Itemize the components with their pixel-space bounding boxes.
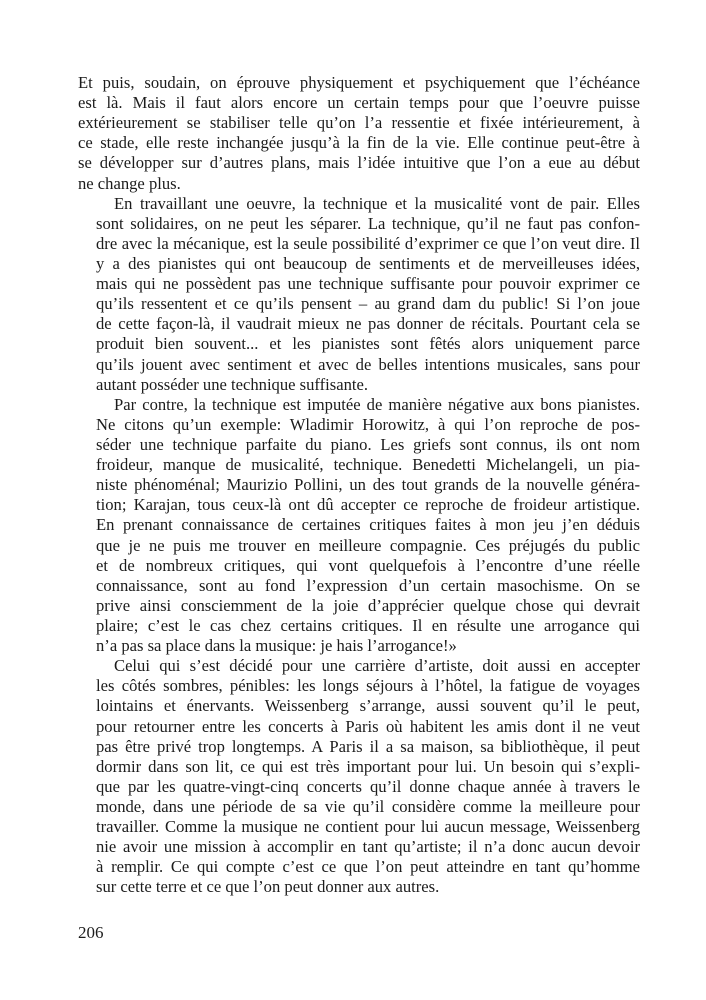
text-line: autant posséder une technique suffisante. bbox=[96, 374, 369, 394]
text-line: n’a pas sa place dans la musique: je hais l’arrogance!» bbox=[96, 636, 457, 656]
text-line: que par les quatre-vingt-cinq concerts qu’il donne chaque année à travers le bbox=[96, 776, 640, 796]
text-line: sont solidaires, on ne peut les séparer. La technique, qu’il ne faut pas confon- bbox=[96, 213, 640, 233]
page-number: 206 bbox=[78, 923, 104, 942]
text-line: ce stade, elle reste inchangée jusqu’à la fin de la vie. Elle continue peut-être à bbox=[78, 133, 640, 153]
text-line: En travaillant une oeuvre, la technique et la musicalité vont de pair. Elles bbox=[114, 193, 640, 213]
text-line: Et puis, soudain, on éprouve physiquement et psychiquement que l’échéance bbox=[78, 73, 640, 92]
text-line: monde, dans une période de sa vie qu’il considère comme la meilleure pour bbox=[96, 796, 640, 816]
paragraph-2 bbox=[78, 194, 640, 395]
text-line: séder une technique parfaite du piano. Les griefs sont connus, ils ont nom bbox=[96, 434, 640, 454]
text-line: de cette façon-là, il vaudrait mieux ne pas donner de récitals. Pourtant cela se bbox=[96, 314, 640, 334]
text-line: que je ne puis me trouver en meilleure compagnie. Ces préjugés du public bbox=[96, 535, 640, 555]
text-line: connaissance, sont au fond l’expression d’un certain masochisme. On se bbox=[96, 575, 640, 595]
page-body bbox=[78, 73, 640, 897]
text-line: En prenant connaissance de certaines critiques faites à mon jeu j’en déduis bbox=[96, 515, 640, 535]
text-line: et de nombreux critiques, qui vont quelquefois à l’encontre d’une réelle bbox=[96, 555, 640, 575]
text-line: dre avec la mécanique, est la seule possibilité d’exprimer ce que l’on veut dire. Il bbox=[96, 233, 640, 253]
paragraph-1 bbox=[78, 73, 640, 194]
text-line: est là. Mais il faut alors encore un certain temps pour que l’oeuvre puisse bbox=[78, 93, 640, 113]
text-line: ne change plus. bbox=[78, 173, 181, 193]
text-line: qu’ils ressentent et ce qu’ils pensent – au grand dam du public! Si l’on joue bbox=[96, 294, 640, 314]
text-line: pour retourner entre les concerts à Paris où habitent les amis dont il ne veut bbox=[96, 716, 640, 736]
text-line: extérieurement se stabiliser telle qu’on l’a ressentie et fixée intérieurement, à bbox=[78, 113, 640, 133]
paragraph-3 bbox=[78, 395, 640, 656]
text-line: dormir dans son lit, ce qui est très important pour lui. Un besoin qui s’expli- bbox=[96, 756, 640, 776]
text-line: lointains et énervants. Weissenberg s’arrange, aussi souvent qu’il le peut, bbox=[96, 696, 640, 716]
text-line: mais qui ne possèdent pas une technique suffisante pour pouvoir exprimer ce bbox=[96, 274, 640, 294]
text-line: pas être privé trop longtemps. A Paris il a sa maison, sa bibliothèque, il peut bbox=[96, 736, 640, 756]
text-line: plaire; c’est le cas chez certains critiques. Il en résulte une arrogance qui bbox=[96, 615, 640, 635]
text-line: niste phénoménal; Maurizio Pollini, un des tout grands de la nouvelle généra- bbox=[96, 475, 640, 495]
text-line: Par contre, la technique est imputée de manière négative aux bons pianistes. bbox=[114, 394, 640, 414]
text-line: froideur, manque de musicalité, technique. Benedetti Michelangeli, un pia- bbox=[96, 455, 640, 475]
text-line: sur cette terre et ce que l’on peut donner aux autres. bbox=[96, 877, 440, 897]
text-line: se développer sur d’autres plans, mais l’idée intuitive que l’on a eue au début bbox=[78, 153, 640, 173]
text-line: qu’ils jouent avec sentiment et avec de belles intentions musicales, sans pour bbox=[96, 354, 640, 374]
text-line: à remplir. Ce qui compte c’est ce que l’on peut atteindre en tant qu’homme bbox=[96, 857, 640, 877]
paragraph-4 bbox=[78, 656, 640, 897]
text-line: produit bien souvent... et les pianistes sont fêtés alors uniquement parce bbox=[96, 334, 640, 354]
text-line: nie avoir une mission à accomplir en tant qu’artiste; il n’a donc aucun devoir bbox=[96, 837, 640, 857]
text-line: Celui qui s’est décidé pour une carrière d’artiste, doit aussi en accepter bbox=[114, 656, 640, 676]
text-line: Ne citons qu’un exemple: Wladimir Horowitz, à qui l’on reproche de pos- bbox=[96, 414, 640, 434]
text-line: y a des pianistes qui ont beaucoup de sentiments et de merveilleuses idées, bbox=[96, 253, 640, 273]
text-line: prive ainsi consciemment de la joie d’apprécier quelque chose qui devrait bbox=[96, 595, 640, 615]
text-line: travailler. Comme la musique ne contient pour lui aucun message, Weissenberg bbox=[96, 817, 640, 837]
text-line: les côtés sombres, pénibles: les longs séjours à l’hôtel, la fatigue de voyages bbox=[96, 676, 640, 696]
text-line: tion; Karajan, tous ceux-là ont dû accepter ce reproche de froideur artistique. bbox=[96, 495, 640, 515]
